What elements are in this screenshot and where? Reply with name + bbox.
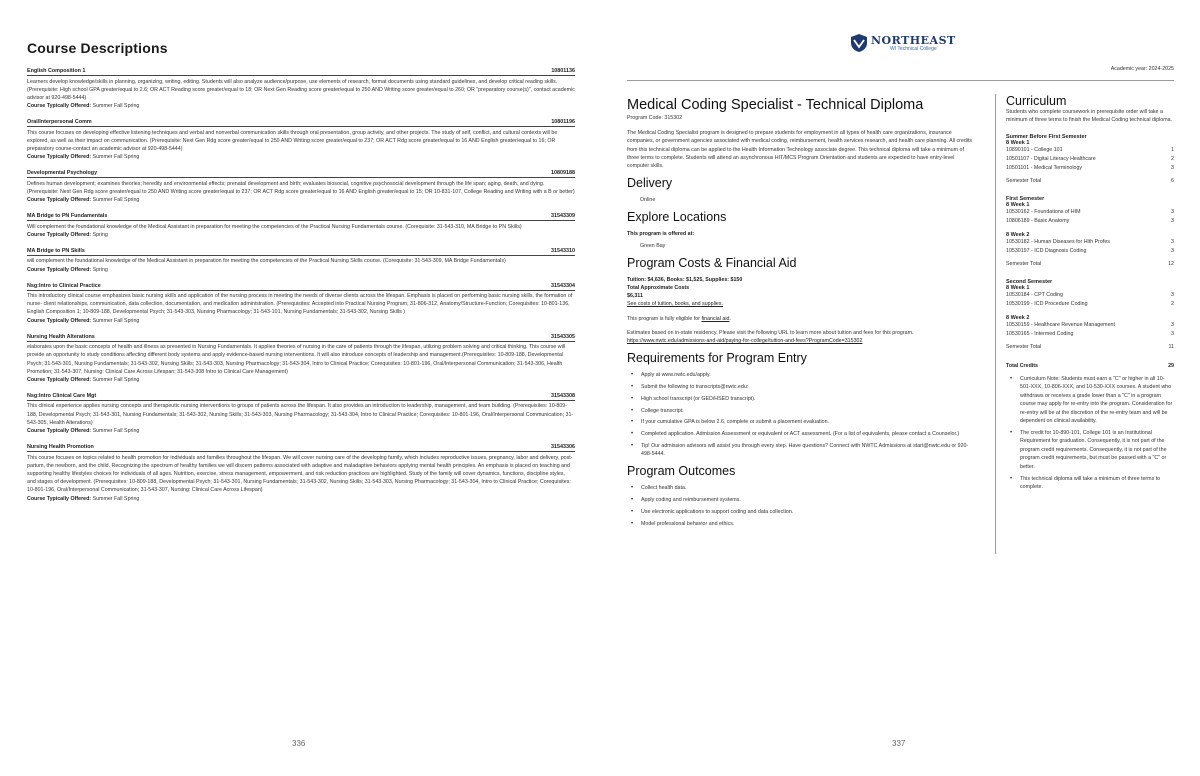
requirement-item: • Submit the following to transcripts@nwtc.edu: <box>631 383 977 391</box>
course-header <box>27 68 575 76</box>
week-name: 8 Week 2 <box>1006 315 1030 321</box>
locations-heading: Explore Locations <box>627 210 727 225</box>
curriculum-note: • The credit for 10-890-101, College 101 is an Institutional Requirement for graduation. Consequently, it is not part of the program credit requirements. Consequently, it is not part of the program credit requirements, but must be passed with a "C" or better. <box>1010 429 1174 471</box>
shield-icon <box>850 33 868 53</box>
course-offered-value: Summer Fall Spring <box>92 103 140 110</box>
curriculum-course-credits: 3 <box>1171 322 1174 328</box>
curriculum-heading: Curriculum <box>1006 94 1067 108</box>
course-offered <box>27 231 575 239</box>
outcome-item: • Apply coding and reimbursement systems. <box>631 496 977 504</box>
requirement-item: • Completed application. Admission Assessment or equivalent or ACT assessment. (For a list of equivalents, please contact a Counselor.) <box>631 430 977 438</box>
course-offered-value: Spring <box>92 231 108 238</box>
course-entry <box>27 119 575 161</box>
course-code: 31543304 <box>551 282 575 289</box>
requirement-item: • College transcript. <box>631 407 977 415</box>
course-description: Will complement the foundational knowledge of the Medical Assistant in preparation for meeting the competencies of the Practical Nursing Fundamentals course. (Corequisite: 31-543-310, MA Bridge to PN Skills) <box>27 223 522 230</box>
curriculum-course-name: 10530162 - Foundations of HIM <box>1006 209 1081 215</box>
course-name: Nsg:Intro Clinical Care Mgt <box>27 392 97 399</box>
outcomes-heading: Program Outcomes <box>627 464 736 479</box>
college-logo <box>850 33 956 53</box>
course-offered-value: Summer Fall Spring <box>92 317 140 324</box>
curriculum-course-credits: 3 <box>1171 292 1174 298</box>
course-header <box>27 170 575 178</box>
semester-total-row <box>1006 177 1174 186</box>
course-header <box>27 444 575 452</box>
outcome-item: • Use electronic applications to support coding and data collection. <box>631 508 977 516</box>
curriculum-course-credits: 3 <box>1171 209 1174 215</box>
semester-total-value: 11 <box>1168 344 1174 350</box>
curriculum-terms <box>1006 134 1174 352</box>
curriculum-course-row <box>1006 291 1174 300</box>
requirement-item: • If your cumulative GPA is below 2.6, complete or submit a placement evaluation. <box>631 418 977 426</box>
course-name: Nsg:Intro to Clinical Practice <box>27 282 101 289</box>
course-entry <box>27 393 575 435</box>
semester-total-row <box>1006 343 1174 352</box>
outcome-item: • Collect health data. <box>631 484 977 492</box>
costs-breakdown: Tuition: $4,636, Books: $1,525, Supplies: $150 <box>627 276 743 283</box>
program-code: Program Code: 315302 <box>627 115 683 121</box>
logo-subtitle: WI Technical College <box>890 45 937 52</box>
total-credits-label: Total Credits <box>1006 363 1038 369</box>
course-offered <box>27 317 575 325</box>
course-offered-label: Course Typically Offered: <box>27 376 92 383</box>
curriculum-course-credits: 3 <box>1171 248 1174 254</box>
course-offered-label: Course Typically Offered: <box>27 231 92 238</box>
curriculum-course-name: 10501101 - Medical Terminology <box>1006 165 1083 171</box>
locations-label: This program is offered at: <box>627 231 695 238</box>
curriculum-course-name: 10530165 - Intermed Coding <box>1006 331 1074 337</box>
curriculum-course-credits: 3 <box>1171 218 1174 224</box>
course-entry <box>27 170 575 204</box>
right-page <box>600 0 1200 776</box>
course-name: Developmental Psychology <box>27 170 98 177</box>
course-code: 31543308 <box>551 392 575 399</box>
course-offered-label: Course Typically Offered: <box>27 103 92 110</box>
course-offered <box>27 153 575 161</box>
delivery-value: Online <box>640 197 656 204</box>
course-offered-value: Summer Fall Spring <box>92 428 140 435</box>
course-name: Oral/Interpersonal Comm <box>27 119 92 126</box>
program-title: Medical Coding Specialist - Technical Diploma <box>627 97 924 113</box>
course-description: This course focuses on topics related to health promotion for individuals and families throughout the lifespan. We will cover nursing care of the developing family, which includes reproductive issues, pregnancy, labor and delivery, post-partum, the newborn, and the child. Recognizing the spectrum of healthy families we will discern patterns associated with adaptive and maladaptive behaviors applying mental health principles. An emphasis is placed on teaching and supporting healthy lifestyles choices for individuals of all ages. Nutrition, exercise, stress management, empowerment, and risk reduction practices are highlighted. Study of the family will cover dynamics, functions, discipline styles, and stages of development. (Prerequisites: 10-809-188, Developmental Psych; 31-543-301, Nursing Fundamentals; 31-543-302, Nursing Skills; 31-543-303, Nursing Pharmacology; 31-543-304, Intro to Clinical Practice; Corequisites: 10-801-196, Oral/Interpersonal Communication; 31-543-307, Nursing: Clinical Care Across Lifespan) <box>27 454 573 494</box>
course-offered-value: Summer Fall Spring <box>92 154 140 161</box>
course-header <box>27 119 575 127</box>
course-header <box>27 393 575 401</box>
curriculum-course-name: 10501107 - Digital Literacy Healthcare <box>1006 156 1096 162</box>
aid-text: This program is fully eligible for <box>627 315 701 322</box>
costs-estimate: Estimates based on in-state residency. Please visit the following URL to learn more about tuition and fees for this program. <box>627 329 914 336</box>
week-name: 8 Week 1 <box>1006 140 1030 146</box>
course-offered <box>27 102 575 110</box>
course-offered <box>27 266 575 274</box>
curriculum-course-credits: 1 <box>1171 147 1174 153</box>
course-offered <box>27 376 575 384</box>
semester-total-value: 12 <box>1168 261 1174 267</box>
course-list <box>27 68 575 512</box>
course-code: 31543310 <box>551 247 575 254</box>
curriculum-course-name: 10530182 - Human Diseases for Hlth Profes <box>1006 239 1110 245</box>
curriculum-course-credits: 2 <box>1171 301 1174 307</box>
curriculum-course-row <box>1006 330 1174 339</box>
curriculum-note: • Curriculum Note: Students must earn a "C" or higher in all 10-501-XXX, 10-806-XXX, and 10-530-XXX courses. A student who withdraws or receives a grade lower than a "C" in a program course may apply for re-entry into the program. Consideration for re-entry will be at the discretion of the re-entry team and will be dependent on clinical availability. <box>1010 375 1174 425</box>
financial-aid-link[interactable]: financial aid <box>701 315 730 322</box>
curriculum-note: • This technical diploma will take a minimum of three terms to complete. <box>1010 475 1174 492</box>
course-code: 31543309 <box>551 213 575 220</box>
curriculum-course-row <box>1006 217 1174 226</box>
header-divider <box>627 80 1174 81</box>
course-description: will complement the foundational knowledge of the Medical Assistant in preparation for meeting the competencies of the Practical Nursing Skills course. (Corequisite: 31-543-309, MA Bridge Fundamentals) <box>27 258 506 265</box>
costs-total: $6,311 <box>627 293 643 300</box>
curriculum-course-row <box>1006 300 1174 309</box>
requirement-item: • Apply at www.nwtc.edu/apply. <box>631 371 977 379</box>
week-name: 8 Week 2 <box>1006 232 1030 238</box>
course-code: 10801196 <box>551 119 575 126</box>
total-credits-value: 29 <box>1168 363 1174 369</box>
course-code: 31543305 <box>551 333 575 340</box>
course-code: 10801136 <box>551 68 575 74</box>
total-credits-row <box>1006 362 1174 371</box>
course-entry <box>27 68 575 110</box>
outcomes-list <box>627 484 977 528</box>
course-entry <box>27 248 575 274</box>
program-description: The Medical Coding Specialist program is designed to prepare students for employment in all types of health care organizations, insurance companies, or government agencies associated with medical coding, reimbursement, health services research, and health care planning. All credits from this technical diploma can be applied to the Health Information Technology associate degree. This technical diploma will take a minimum of three terms to complete. Students will attend an asynchronous HIT/MCS Program Orientation and students are expected to have entry-level computer skills. <box>627 130 973 170</box>
location-value: Green Bay <box>640 242 666 249</box>
course-entry <box>27 213 575 239</box>
semester-total-label: Semester Total <box>1006 261 1042 267</box>
course-description: Defines human development; examines theories; heredity and environmental effects; prenatal development and birth; evaluates biosocial, cognitive psychosocial development through the life span; aging, death, and dying. (Prerequisite: Next Gen Rdg score greater/equal to 250 AND Writing score greater/equal to 237; OR ACT Rdg score greater/equal to 16 AND English greater/equal to 15; OR 10-831-107, College Reading and Writing with a B or better) <box>27 180 575 195</box>
course-header <box>27 334 575 342</box>
course-offered-label: Course Typically Offered: <box>27 428 92 435</box>
curriculum-course-credits: 3 <box>1171 165 1174 171</box>
course-entry <box>27 444 575 503</box>
course-description: This introductory clinical course emphasizes basic nursing skills and application of the nursing process in meeting the needs of diverse clients across the lifespan. Emphasis is placed on performing basic nursing skills, the formation of nurse- client relationships, communication, data collection, documentation, and medication administration. (Prerequisites: Accepted into Practical Nursing Program; 31-806-312, Anatomy/Structure-Function; Corequisites: 10-801-136, English Composition 1; 10-809-188, Developmental Psych; 31-543-303, Nursing Pharmacology; 31-543-101, Nursing Fundamentals; 31-543-302, Nursing Skills ) <box>27 293 573 316</box>
curriculum-course-row <box>1006 208 1174 217</box>
curriculum-course-credits: 3 <box>1171 239 1174 245</box>
delivery-heading: Delivery <box>627 176 673 191</box>
course-code: 10809188 <box>551 170 575 177</box>
outcome-item: • Model professional behavior and ethics. <box>631 520 977 528</box>
course-name: MA Bridge to PN Fundamentals <box>27 213 108 220</box>
course-name: English Composition 1 <box>27 68 86 74</box>
course-header <box>27 283 575 291</box>
column-divider <box>995 94 996 554</box>
term-name: Summer Before First Semester <box>1006 134 1087 140</box>
requirements-list <box>627 371 977 458</box>
costs-heading: Program Costs & Financial Aid <box>627 255 797 270</box>
curriculum-course-name: 10530197 - ICD Diagnosis Coding <box>1006 248 1087 254</box>
program-main <box>627 96 977 532</box>
curriculum-course-row <box>1006 238 1174 247</box>
course-description: Learners develop knowledge/skills in planning, organizing, writing, editing. Students will also analyze audience/purpose, use elements of research, format documents using standard guidelines, and develop critical reading skills. (Prerequisite: High school GPA greater/equal to 2.6; OR ACT Reading score greater/equal to 18; OR Next Gen Reading score greater/equal to 250 AND Writing score greater/equal to 260; OR "preparatory course(s)", contact academic advisor at 920-498-5444) <box>27 78 575 101</box>
course-offered-value: Spring <box>92 266 108 273</box>
curriculum-course-row <box>1006 247 1174 256</box>
curriculum-course-name: 10890101 - College 101 <box>1006 147 1063 153</box>
curriculum-course-credits: 3 <box>1171 331 1174 337</box>
course-entry <box>27 283 575 325</box>
curriculum-course-row <box>1006 146 1174 155</box>
course-offered-label: Course Typically Offered: <box>27 197 92 204</box>
curriculum-course-row <box>1006 164 1174 173</box>
course-offered-label: Course Typically Offered: <box>27 154 92 161</box>
course-offered-label: Course Typically Offered: <box>27 495 92 502</box>
course-entry <box>27 334 575 384</box>
requirement-item: • Tip! Our admission advisors will assist you through every step. Have questions? Connect with NWTC Admissions at start@nwtc.edu or 920-498-5444. <box>631 442 977 458</box>
costs-total-label: Total Approximate Costs <box>627 285 690 292</box>
course-description: This course focuses on developing effective listening techniques and verbal and nonverbal communication skills through oral presentation, group activity, and other projects. The study of self, conflict, and cultural contexts will be explored, as well as their impact on communication. (Prerequisite: Next Gen Rdg score greater/equal to 250 AND Writing score greater/equal to 237; OR ACT Rdg score greater/equal to 16 AND English greater/equal to 16; OR preparatory course-contact an academic advisor at 920-498-5444) <box>27 129 558 153</box>
tuition-url-link[interactable]: https://www.nwtc.edu/admissions-and-aid/paying-for-college/tuition-and-fees?ProgramCode=315302 <box>627 338 863 345</box>
curriculum-course-name: 10530184 - CPT Coding <box>1006 292 1064 298</box>
academic-year: Academic year: 2024-2025 <box>1110 66 1174 72</box>
course-offered-label: Course Typically Offered: <box>27 266 92 273</box>
course-header <box>27 213 575 221</box>
course-name: MA Bridge to PN Skills <box>27 247 85 254</box>
page-number-left: 336 <box>292 739 306 748</box>
requirement-item: • High school transcript (or GED/HSED transcript). <box>631 395 977 403</box>
curriculum-course-row <box>1006 321 1174 330</box>
curriculum-course-credits: 2 <box>1171 156 1174 162</box>
course-header <box>27 248 575 256</box>
costs-link[interactable]: See costs of tuition, books, and supplies. <box>627 301 723 308</box>
course-offered-label: Course Typically Offered: <box>27 317 92 324</box>
course-description: elaborates upon the basic concepts of health and illness as presented in Nursing Fundamentals. It applies theories of nursing in the care of patients through the lifespan, utilizing problem solving and critical thinking. This course will provide an opportunity to study conditions affecting different body systems and apply evidence-based nursing interventions. It will also introduce concepts of leadership and management.(Prerequisites: 10-809-188, Developmental Psych; 31-543-301, Nursing Fundamentals; 31-543-302, Nursing Skills; 31-543-303, Nursing Pharmacology; 31-543-304, Intro to Clinical Practice; Corequisites: 10-801-196, Oral/Interpersonal Communication; 31-543-306, Health Promotion; 31-543-307, Nursing: Clinical Care Across Lifespan; 31-543-308 Intro to Clinical Care Management) <box>27 344 566 375</box>
curriculum-notes <box>1006 375 1174 491</box>
requirements-heading: Requirements for Program Entry <box>627 351 807 366</box>
course-offered-value: Summer Fall Spring <box>92 376 140 383</box>
course-description: This clinical experience applies nursing concepts and therapeutic nursing interventions to groups of patients across the lifespan. It also provides an introduction to leadership, management, and team building. (Prerequisites: 10-809-188, Developmental Psych; 31-543-301, Nursing Fundamentals; 31-543-302, Nursing Skills; 31-543-303, Nursing Pharmacology; 31-543-304, Intro to Clinical Practice; Corequisites: 10-801-196, Oral/Interpersonal Communication; 31-543-305, Health Alterations) <box>27 403 574 426</box>
term-name: Second Semester <box>1006 279 1053 285</box>
curriculum-section <box>1006 94 1174 495</box>
curriculum-course-name: 10530159 - Healthcare Revenue Management <box>1006 322 1115 328</box>
curriculum-intro: Students who complete coursework in prerequisite order will take a minimum of three terms to finish the Medical Coding technical diploma. <box>1006 109 1173 123</box>
page-number-right: 337 <box>892 739 906 748</box>
course-offered <box>27 196 575 204</box>
course-offered <box>27 495 575 503</box>
page-title: Course Descriptions <box>27 40 168 56</box>
week-name: 8 Week 1 <box>1006 202 1030 208</box>
semester-total-label: Semester Total <box>1006 178 1042 184</box>
aid-text-end: . <box>729 315 731 322</box>
semester-total-row <box>1006 260 1174 269</box>
semester-total-label: Semester Total <box>1006 344 1042 350</box>
semester-total-value: 6 <box>1171 178 1174 184</box>
course-name: Nursing Health Alterations <box>27 333 95 340</box>
course-offered-value: Summer Fall Spring <box>92 495 140 502</box>
financial-aid-text <box>627 315 977 323</box>
week-name: 8 Week 1 <box>1006 285 1030 291</box>
course-offered <box>27 427 575 435</box>
course-name: Nursing Health Promotion <box>27 444 94 451</box>
term-name: First Semester <box>1006 196 1045 202</box>
curriculum-course-name: 10530199 - ICD Procedure Coding <box>1006 301 1088 307</box>
curriculum-course-row <box>1006 155 1174 164</box>
course-offered-value: Summer Fall Spring <box>92 197 140 204</box>
curriculum-course-name: 10806189 - Basic Anatomy <box>1006 218 1070 224</box>
logo-name: NORTHEAST <box>871 33 956 47</box>
course-code: 31543306 <box>551 444 575 451</box>
